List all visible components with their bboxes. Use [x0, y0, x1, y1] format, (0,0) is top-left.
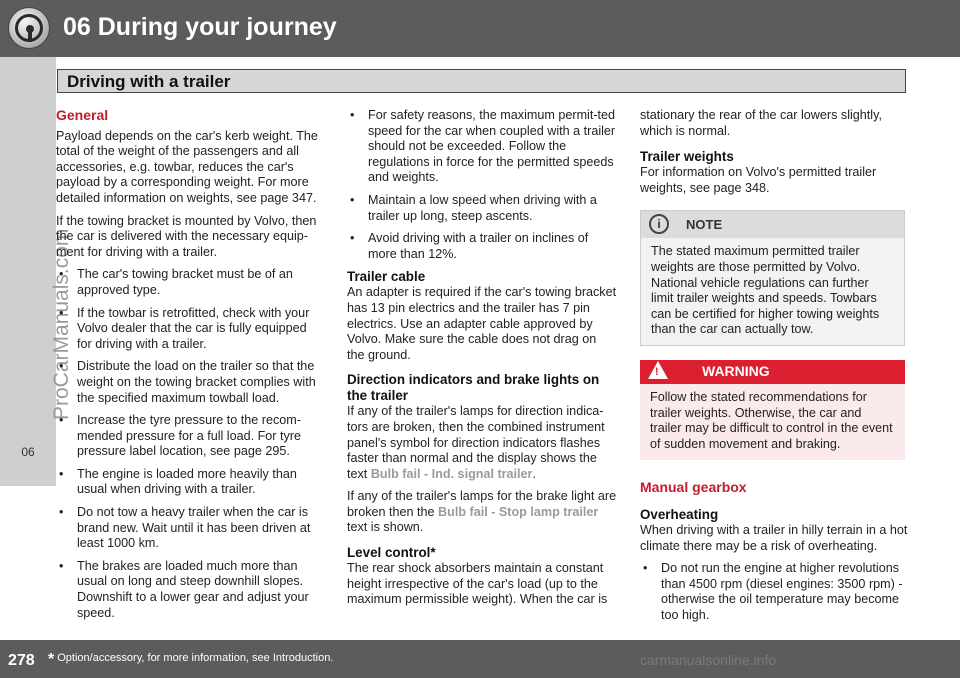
paragraph-trailer-weights: For information on Volvo's permitted trailer weights, see page 348. — [640, 165, 877, 195]
bullet-list-safety — [347, 108, 617, 262]
bullet-list-overheating — [640, 561, 908, 623]
footer-watermark: carmanualsonline.info — [640, 652, 777, 668]
warning-triangle-icon: ! — [648, 361, 668, 379]
column-2 — [347, 108, 617, 615]
heading-overheating: Overheating — [640, 506, 719, 522]
chapter-side-tab — [0, 57, 56, 486]
note-text: The stated maximum permitted trailer weights are those permitted by Volvo. National vehicle regulations can further limit trailer weights and speeds. Towbars can be certified for higher towing weights than the car can actually tow. — [651, 244, 880, 337]
list-item: • Avoid driving with a trailer on inclines of more than 12%. — [347, 231, 617, 262]
display-text-stop-lamp: Bulb fail - Stop lamp trailer — [438, 504, 599, 519]
list-item: • The car's towing bracket must be of an approved type. — [56, 267, 324, 298]
warning-text: Follow the stated recommendations for trailer weights. Otherwise, the car and trailer may be difficult to control in the event of sudden movement and braking. — [650, 389, 893, 451]
footer-bar — [0, 640, 960, 678]
heading-trailer-weights: Trailer weights — [640, 149, 734, 165]
paragraph-overheating: When driving with a trailer in hilly terrain in a hot climate there may be a risk of overheating. — [640, 522, 908, 553]
steering-wheel-icon — [8, 7, 50, 49]
column-1 — [56, 108, 324, 628]
list-item: • The brakes are loaded much more than usual on long and steep downhill slopes. Downshift to a lower gear and adjust your speed. — [56, 559, 324, 621]
warning-box — [640, 360, 905, 460]
list-item: • Do not tow a heavy trailer when the car is brand new. Wait until it has been driven at least 1000 km. — [56, 505, 324, 552]
paragraph-level-control: The rear shock absorbers maintain a constant height irrespective of the car's load (up to the maximum permissible weight). When the car is — [347, 561, 608, 607]
paragraph-towing-bracket: If the towing bracket is mounted by Volvo, then the car is delivered with the necessary equip-ment for driving with a trailer. — [56, 213, 317, 259]
heading-manual-gearbox: Manual gearbox — [640, 479, 747, 496]
heading-general: General — [56, 107, 109, 123]
warning-label: WARNING — [702, 362, 770, 379]
list-item: • If the towbar is retrofitted, check with your Volvo dealer that the car is fully equipped for driving with a trailer. — [56, 306, 324, 353]
side-watermark: ProCarManuals.com — [50, 228, 73, 420]
paragraph-payload: Payload depends on the car's kerb weight. The total of the weight of the passengers and all accessories, e.g. towbar, reduces the car's payload by a corresponding weight. For more detailed information on weights, see page 347. — [56, 128, 318, 205]
paragraph-trailer-cable: An adapter is required if the car's towing bracket has 13 pin electrics and the trailer has 7 pin electrics. Use an adapter cable approved by Volvo. Make sure the cable does not drag on the ground. — [347, 285, 617, 362]
info-icon: i — [649, 214, 669, 234]
list-item: • Distribute the load on the trailer so that the weight on the towing bracket complies with the specified maximum towball load. — [56, 359, 324, 406]
paragraph-continuation: stationary the rear of the car lowers slightly, which is normal. — [640, 108, 882, 138]
heading-trailer-cable: Trailer cable — [347, 269, 426, 285]
paragraph-brake-light: If any of the trailer's lamps for the brake light are broken then the Bulb fail - Stop lamp trailer text is shown. — [347, 489, 617, 535]
list-item: • Maintain a low speed when driving with a trailer up long, steep ascents. — [347, 193, 617, 224]
list-item: • For safety reasons, the maximum permit-ted speed for the car when coupled with a trailer should not be exceeded. Follow the regulations in force for the permitted speeds and weights. — [347, 108, 617, 186]
page-number: 278 — [8, 652, 35, 669]
display-text-ind-signal: Bulb fail - Ind. signal trailer — [370, 466, 533, 481]
top-header-bar — [0, 0, 960, 57]
list-item: • Do not run the engine at higher revolutions than 4500 rpm (diesel engines: 3500 rpm) - otherwise the oil temperature may become too high. — [640, 561, 908, 623]
heading-level-control: Level control* — [347, 545, 436, 561]
note-box — [640, 210, 905, 346]
note-label: NOTE — [686, 217, 723, 233]
paragraph-direction-indicators: If any of the trailer's lamps for direction indica-tors are broken, then the combined instrument panel's symbol for direction indicators flashes faster than normal and the display shows the text Bulb fail - Ind. signal trailer. — [347, 404, 605, 481]
list-item: • Increase the tyre pressure to the recom-mended pressure for a full load. For tyre pressure label location, see page 295. — [56, 413, 324, 460]
chapter-title: 06 During your journey — [63, 13, 337, 41]
side-chapter-number: 06 — [21, 445, 35, 459]
list-item: • The engine is loaded more heavily than usual when driving with a trailer. — [56, 467, 324, 498]
heading-direction-indicators: Direction indicators and brake lights on the trailer — [347, 372, 600, 404]
column-3 — [640, 108, 908, 630]
section-title: Driving with a trailer — [57, 69, 906, 93]
bullet-list-general — [56, 267, 324, 621]
footnote: * Option/accessory, for more information, see Introduction. — [48, 651, 334, 668]
